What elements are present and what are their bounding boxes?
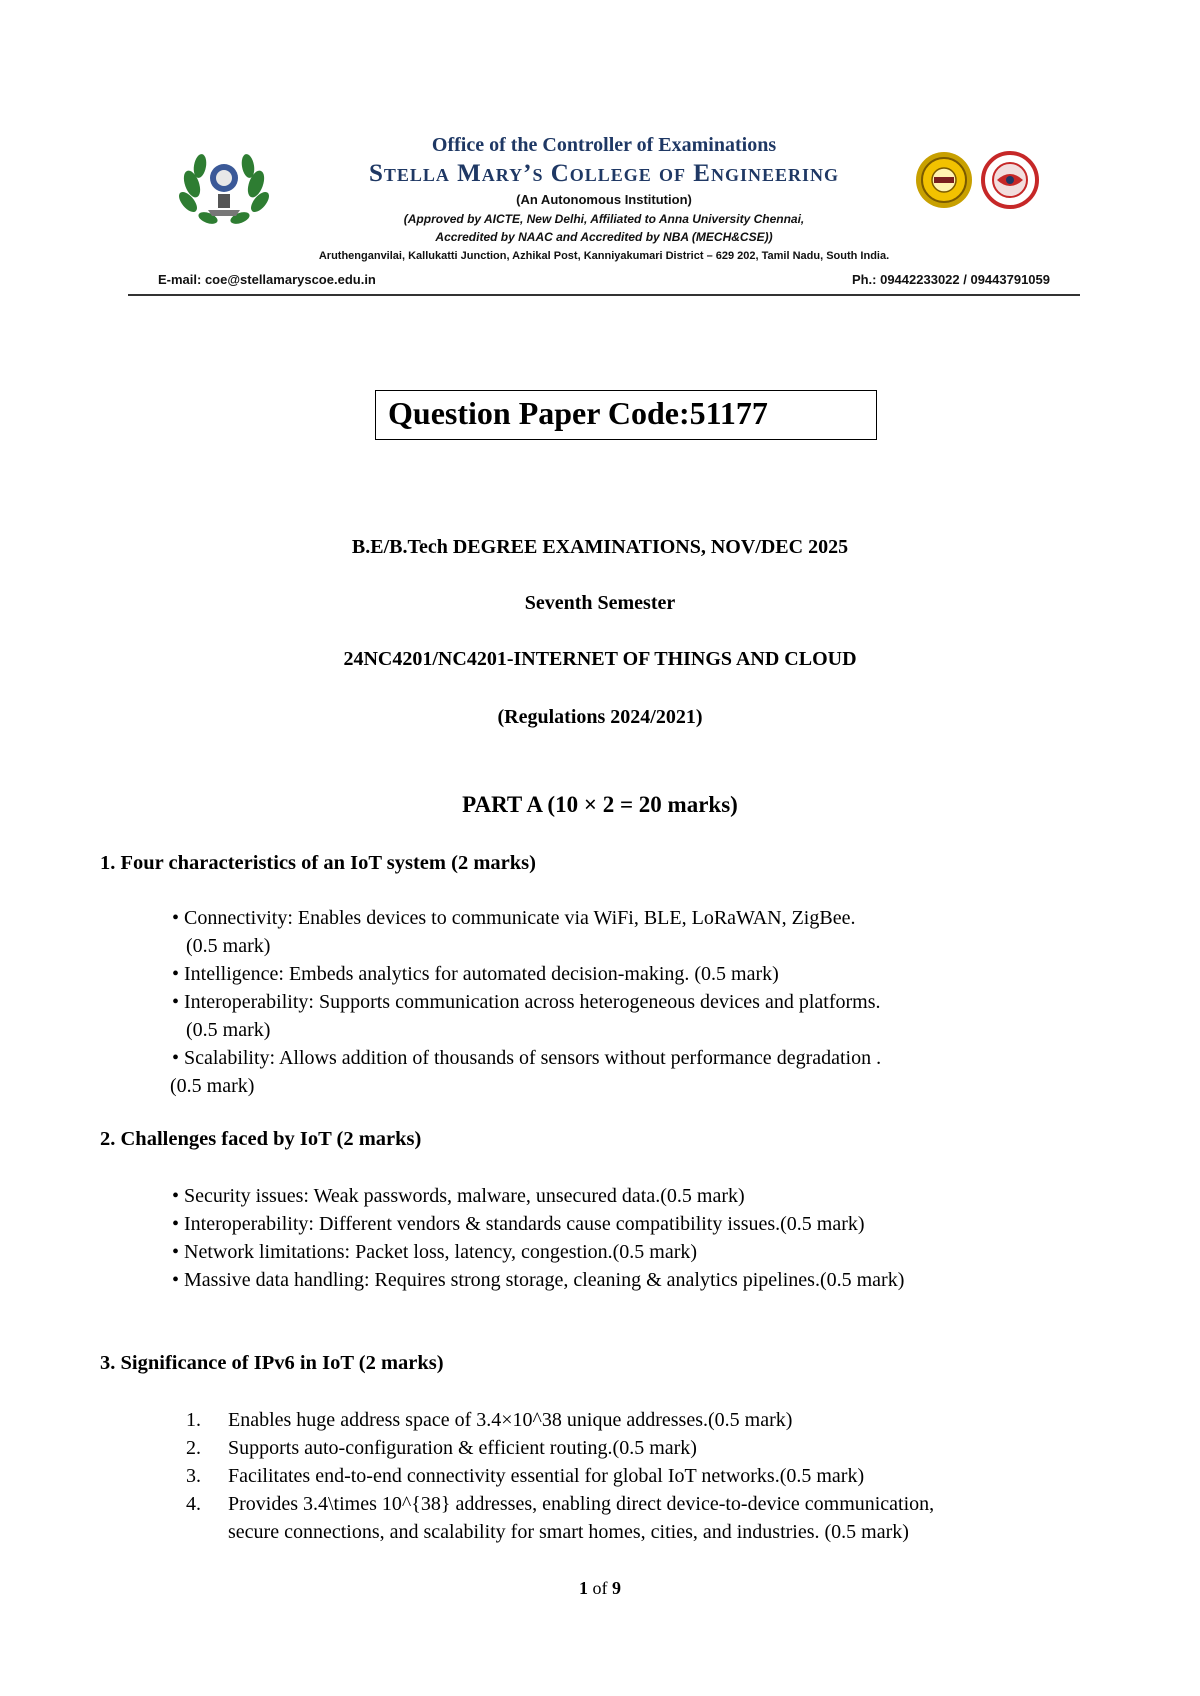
list-item-text: secure connections, and scalability for smart homes, cities, and industries. (0.5 mark) xyxy=(228,1521,909,1543)
college-name: Stella Mary’s College of Engineering xyxy=(369,160,839,187)
list-item-text: Provides 3.4\times 10^{38} addresses, enabling direct device-to-device communication, xyxy=(228,1493,935,1515)
degree-exam-title: B.E/B.Tech DEGREE EXAMINATIONS, NOV/DEC 2025 xyxy=(351,536,849,558)
contact-phone: Ph.: 09442233022 / 09443791059 xyxy=(851,272,1050,287)
list-item-number: 4. xyxy=(186,1493,201,1515)
question-3-answer-list xyxy=(186,1406,1106,1546)
list-item xyxy=(172,988,1092,1044)
list-item xyxy=(172,1044,1092,1100)
list-item-text: • Connectivity: Enables devices to communicate via WiFi, BLE, LoRaWAN, ZigBee. xyxy=(172,907,856,929)
question-1-answer-list xyxy=(172,904,1092,1100)
list-item xyxy=(186,1434,1106,1462)
letterhead xyxy=(128,130,1080,300)
page-current: 1 xyxy=(579,1578,588,1598)
accreditation-note: Accredited by NAAC and Accredited by NBA (MECH&CSE)) xyxy=(435,230,773,244)
list-item xyxy=(172,904,1092,960)
approval-note: (Approved by AICTE, New Delhi, Affiliated to Anna University Chennai, xyxy=(403,212,805,226)
list-item: • Massive data handling: Requires strong storage, cleaning & analytics pipelines.(0.5 mark) xyxy=(172,1269,905,1291)
question-2-answer-list xyxy=(172,1182,1092,1294)
list-item-text: Facilitates end-to-end connectivity essential for global IoT networks.(0.5 mark) xyxy=(228,1465,865,1487)
question-2-title: 2. Challenges faced by IoT (2 marks) xyxy=(100,1128,422,1150)
list-item-text: • Scalability: Allows addition of thousands of sensors without performance degradation . xyxy=(172,1047,882,1069)
aicte-seal-icon xyxy=(914,150,974,210)
list-item-number: 2. xyxy=(186,1437,201,1459)
list-item-text: • Interoperability: Supports communication across heterogeneous devices and platforms. xyxy=(172,991,881,1013)
list-item: • Network limitations: Packet loss, latency, congestion.(0.5 mark) xyxy=(172,1241,698,1263)
college-address: Aruthenganvilai, Kallukatti Junction, Azhikal Post, Kanniyakumari District – 629 202, Tamil Nadu, South India. xyxy=(318,250,890,262)
list-item xyxy=(186,1490,1106,1546)
list-item xyxy=(186,1462,1106,1490)
question-paper-code-box xyxy=(375,390,877,440)
question-paper-code: Question Paper Code:51177 xyxy=(388,395,768,431)
list-item: • Intelligence: Embeds analytics for automated decision-making. (0.5 mark) xyxy=(172,963,779,985)
page-number xyxy=(0,1578,1200,1599)
page-of: of xyxy=(592,1578,608,1598)
letterhead-divider xyxy=(128,294,1080,296)
subject-title: 24NC4201/NC4201-INTERNET OF THINGS AND CLOUD xyxy=(343,648,857,670)
nba-seal-icon xyxy=(980,150,1040,210)
list-item: • Security issues: Weak passwords, malware, unsecured data.(0.5 mark) xyxy=(172,1185,745,1207)
list-item xyxy=(186,1406,1106,1434)
list-item-text: Enables huge address space of 3.4×10^38 unique addresses.(0.5 mark) xyxy=(228,1409,793,1431)
list-item-text: Supports auto-configuration & efficient routing.(0.5 mark) xyxy=(228,1437,697,1459)
list-item-text: (0.5 mark) xyxy=(170,1075,255,1097)
autonomous-note: (An Autonomous Institution) xyxy=(516,192,692,207)
question-1-title: 1. Four characteristics of an IoT system (2 marks) xyxy=(100,852,536,874)
list-item-text: (0.5 mark) xyxy=(186,1019,271,1041)
list-item: • Interoperability: Different vendors & standards cause compatibility issues.(0.5 mark) xyxy=(172,1213,865,1235)
page-total: 9 xyxy=(612,1578,621,1598)
list-item-number: 1. xyxy=(186,1409,201,1431)
question-3-title: 3. Significance of IPv6 in IoT (2 marks) xyxy=(100,1352,444,1374)
list-item-number: 3. xyxy=(186,1465,201,1487)
list-item-text: (0.5 mark) xyxy=(186,935,271,957)
part-a-title: PART A (10 × 2 = 20 marks) xyxy=(462,792,738,817)
office-title: Office of the Controller of Examinations xyxy=(431,134,777,156)
regulations-label: (Regulations 2024/2021) xyxy=(497,706,703,728)
contact-email: E-mail: coe@stellamaryscoe.edu.in xyxy=(158,272,376,287)
semester-label: Seventh Semester xyxy=(524,592,676,614)
